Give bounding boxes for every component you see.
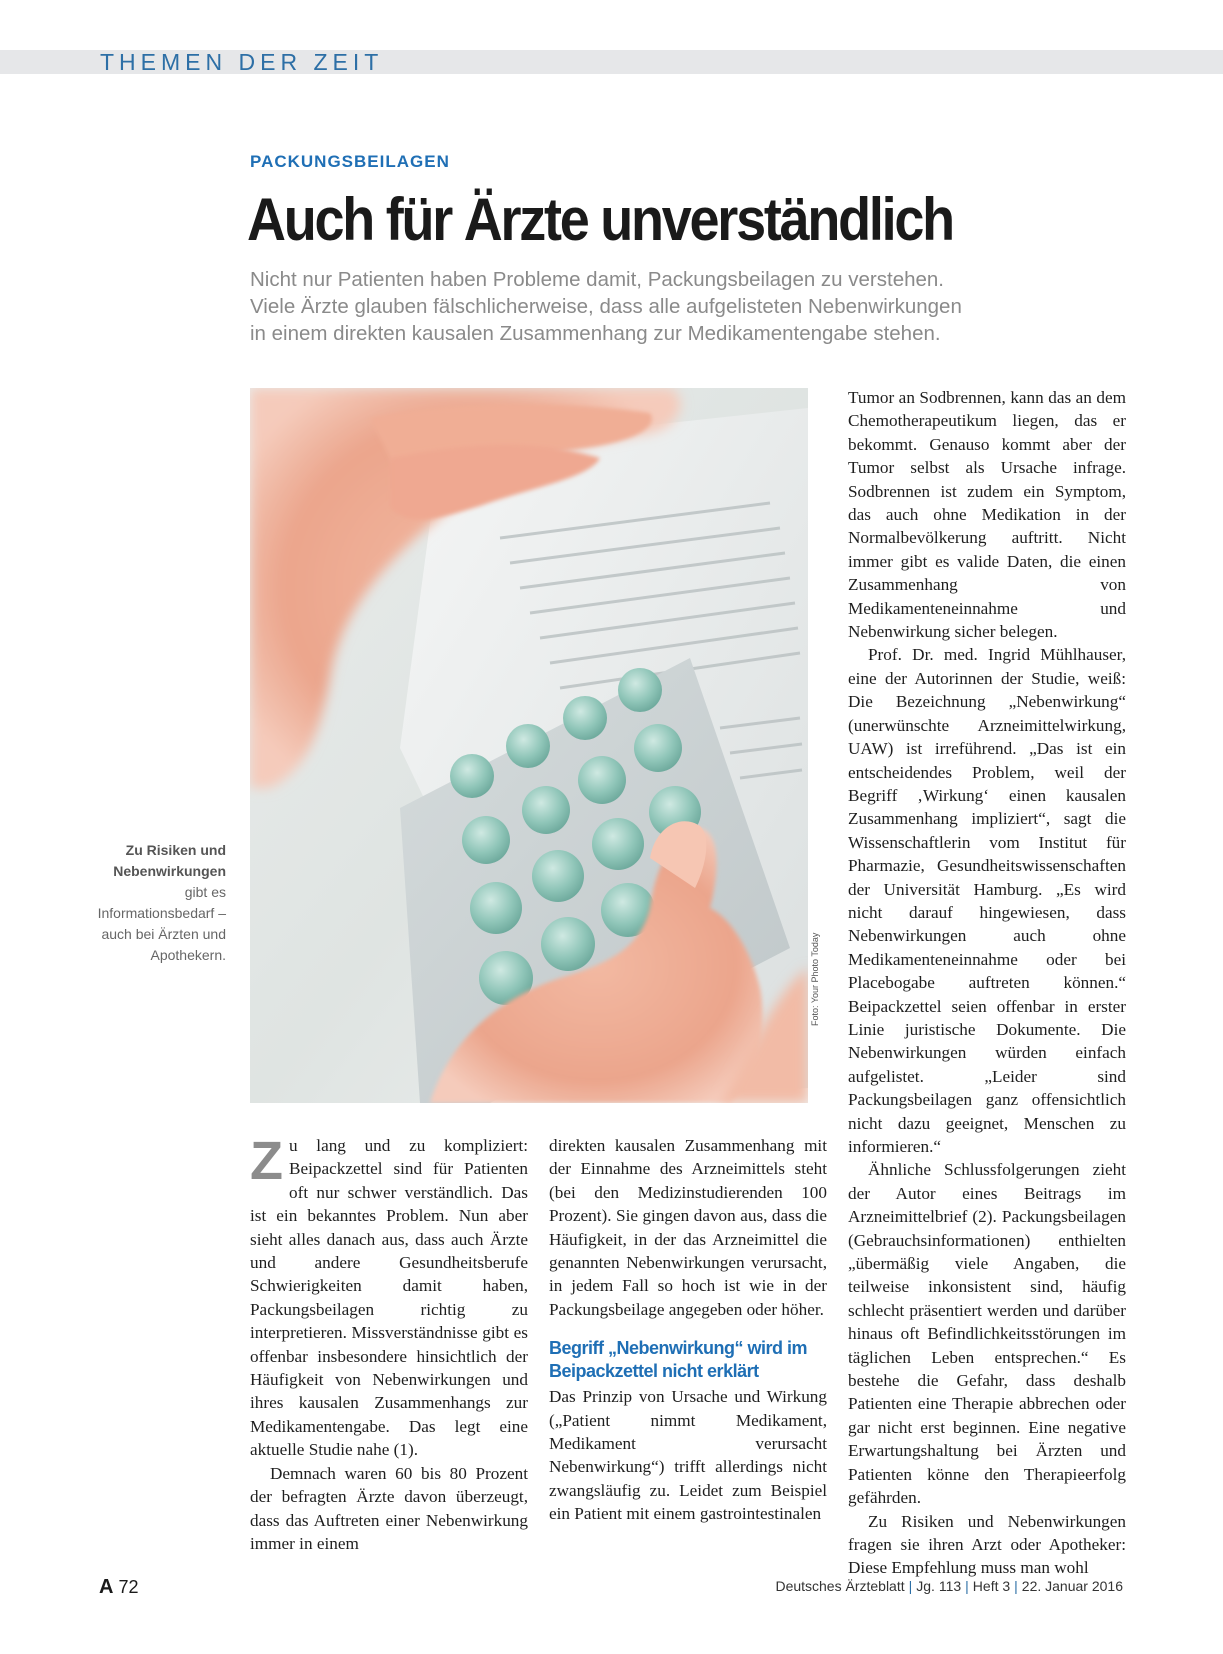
- photo-caption: [96, 840, 226, 966]
- page-number-value: 72: [118, 1577, 139, 1597]
- paragraph: Das Prinzip von Ursache und Wirkung („Patient nimmt Medikament, Medikament verursacht Nebenwirkung“) trifft allerdings nicht zwangsläufig zu. Leidet zum Beispiel ein Patient mit einem gastrointestinalen: [549, 1387, 827, 1524]
- caption-bold: Zu Risiken und Nebenwirkungen: [113, 842, 226, 879]
- separator: |: [965, 1578, 969, 1594]
- paragraph: [250, 1131, 528, 1462]
- separator: |: [1014, 1578, 1018, 1594]
- paragraph: Demnach waren 60 bis 80 Prozent der befragten Ärzte davon überzeugt, dass das Auftreten einer Nebenwirkung immer in einem: [250, 1463, 528, 1553]
- photo-credit: Foto: Your Photo Today: [810, 932, 820, 1026]
- drop-cap: Z: [250, 1131, 283, 1191]
- article-column-1: [250, 1131, 528, 1555]
- page-number: [99, 1576, 139, 1599]
- article-lead: [250, 266, 1110, 347]
- paragraph: Prof. Dr. med. Ingrid Mühlhauser, eine der Autorinnen der Studie, weiß: Die Bezeichnung „Nebenwirkung“ (unerwünschte Arzneimittelwirkung, UAW) ist irreführend. „Das ist ein entscheidendes Problem, weil der Begriff ‚Wirkung‘ einen kausalen Zusammenhang impliziert“, sagt die Wissenschaftlerin vom Institut für Pharmazie, Gesundheitswissenschaften der Universität Hamburg. „Es wird nicht darauf hingewiesen, dass Nebenwirkungen auch ohne Medikamenteneinnahme oder bei Placebogabe auftreten können.“ Beipackzettel seien offenbar in erster Linie juristische Dokumente. Die Nebenwirkungen würden einfach aufgelistet. „Leider sind Packungsbeilagen ganz offensichtlich nicht dazu geeignet, Menschen zu informieren.“: [848, 645, 1126, 1156]
- hands-with-blister-pack-illustration: [250, 388, 808, 1103]
- footer-meta: [775, 1578, 1123, 1594]
- journal-issue: Heft 3: [972, 1578, 1011, 1594]
- journal-volume: Jg. 113: [916, 1578, 962, 1594]
- page-prefix: A: [99, 1576, 114, 1598]
- caption-text: gibt es Informationsbedarf – auch bei Ärzten und Apothekern.: [97, 884, 226, 963]
- separator: |: [908, 1578, 913, 1594]
- lead-line: in einem direkten kausalen Zusammenhang zur Medikamentengabe stehen.: [250, 322, 941, 345]
- paragraph: direkten kausalen Zusammenhang mit der Einnahme des Arzneimittels steht (bei den Medizinstudierenden 100 Prozent). Sie gingen davon aus, dass die Häufigkeit, in der das Arzneimittel die genannten Nebenwirkungen verursacht, in jedem Fall so hoch ist wie in der Packungsbeilage angegeben oder höher.: [549, 1136, 827, 1319]
- article-kicker: PACKUNGSBEILAGEN: [250, 152, 450, 171]
- article-column-3: [848, 386, 1126, 1580]
- paragraph: Zu Risiken und Nebenwirkungen fragen sie ihren Arzt oder Apotheker: Diese Empfehlung muss man wohl: [848, 1511, 1126, 1578]
- lead-line: Nicht nur Patienten haben Probleme damit, Packungsbeilagen zu verstehen.: [250, 268, 945, 291]
- lead-line: Viele Ärzte glauben fälschlicherweise, dass alle aufgelisteten Nebenwirkungen: [250, 295, 962, 318]
- section-label: THEMEN DER ZEIT: [100, 49, 384, 75]
- article-column-2: [549, 1134, 827, 1526]
- journal-name: Deutsches Ärzteblatt: [775, 1578, 905, 1594]
- subheading: Begriff „Nebenwirkung“ wird im Beipackzettel nicht erklärt: [549, 1338, 808, 1382]
- issue-date: 22. Januar 2016: [1021, 1578, 1123, 1594]
- article-headline: Auch für Ärzte unverständlich: [247, 186, 953, 253]
- article-photo: [250, 388, 808, 1103]
- paragraph: Ähnliche Schlussfolgerungen zieht der Autor eines Beitrags im Arzneimittelbrief (2). Packungsbeilagen (Gebrauchsinformationen) enthielten „übermäßig viele Angaben, die teilweise inkonsistent sind, häufig schlecht präsentiert werden und darüber hinaus oft Befindlichkeitsstörungen im täglichen Leben entsprechen.“ Es bestehe die Gefahr, dass deshalb Patienten eine Therapie abbrechen oder gar nicht erst beginnen. Eine negative Erwartungshaltung bei Ärzten und Patienten könne den Therapieerfolg gefährden.: [848, 1160, 1126, 1508]
- paragraph: Tumor an Sodbrennen, kann das an dem Chemotherapeutikum liegen, das er bekommt. Genauso kommt aber der Tumor selbst als Ursache infrage. Sodbrennen ist zudem ein Symptom, das auch ohne Medikation in der Normalbevölkerung auftritt. Nicht immer gibt es valide Daten, die einen Zusammenhang von Medikamenteneinnahme und Nebenwirkung sicher belegen.: [848, 388, 1126, 642]
- paragraph-text: u lang und zu kompliziert: Beipackzettel sind für Patienten oft nur schwer verständlich. Das ist ein bekanntes Problem. Nun aber sieht alles danach aus, dass auch Ärzte und andere Gesundheitsberufe Schwierigkeiten damit haben, Packungsbeilagen richtig zu interpretieren. Missverständnisse gibt es offenbar insbesondere hinsichtlich der Häufigkeit von Nebenwirkungen und ihres kausalen Zusammenhangs zur Medikamentengabe. Das legt eine aktuelle Studie nahe (1).: [250, 1136, 528, 1460]
